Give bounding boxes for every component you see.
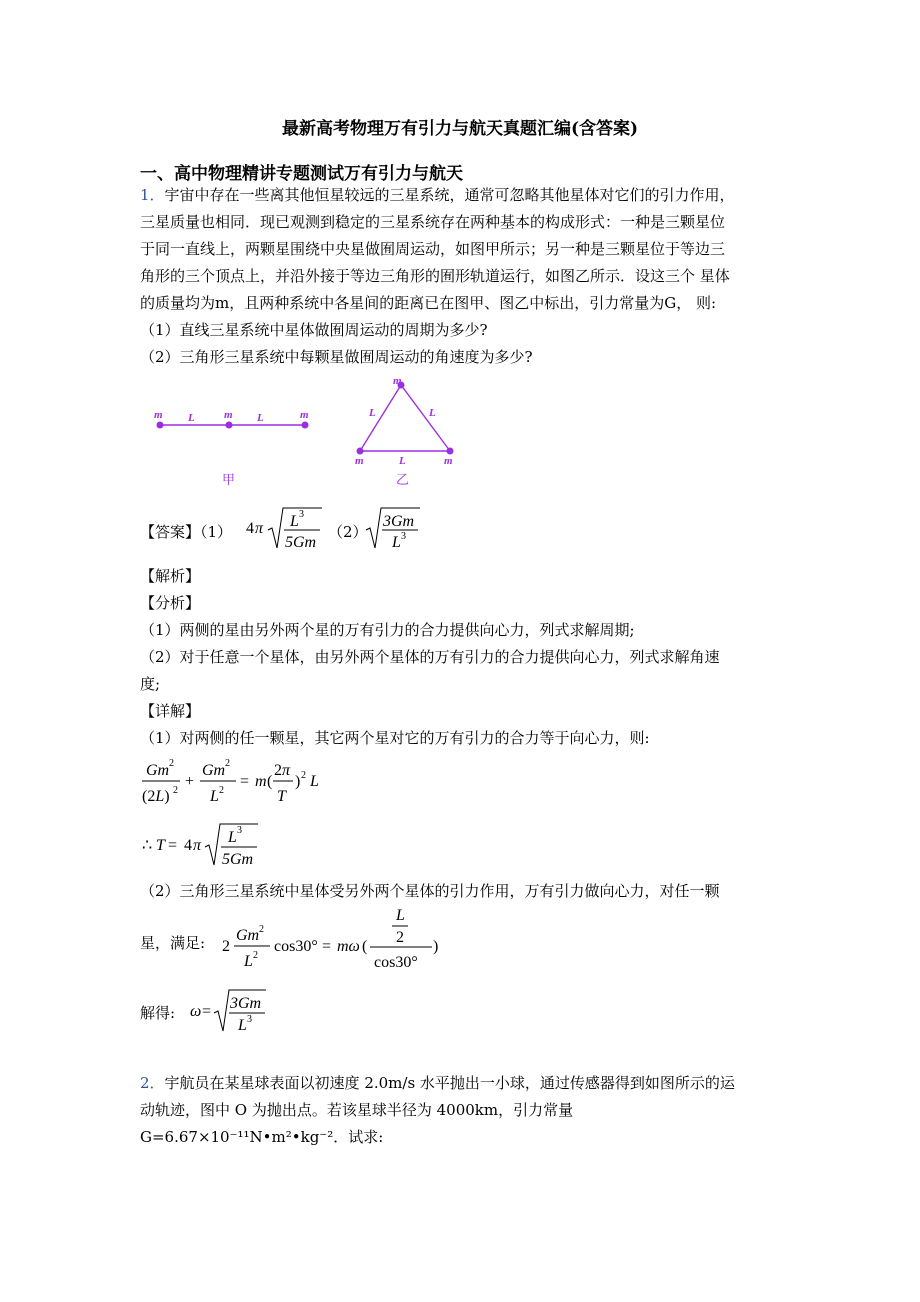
svg-text:L: L	[244, 953, 253, 970]
answer-label	[140, 521, 232, 542]
svg-text:4: 4	[246, 520, 254, 537]
svg-text:L: L	[392, 534, 401, 551]
svg-text:3Gm: 3Gm	[383, 513, 415, 530]
fenxi-2a: （2）对于任意一个星体，由另外两个星体的万有引力的合力提供向心力，列式求解角速	[140, 648, 720, 666]
answer-formula-1	[244, 502, 324, 552]
figure-label-b: 乙	[396, 472, 410, 487]
svg-text:=: =	[202, 1003, 212, 1020]
mass-label: m	[444, 455, 453, 467]
solve-label: 解得:	[140, 1004, 176, 1022]
svg-text:3Gm: 3Gm	[230, 995, 262, 1012]
svg-text:L: L	[290, 513, 299, 530]
svg-text:3: 3	[299, 509, 304, 520]
fenxi-2b: 度;	[140, 675, 161, 693]
svg-text:cos30°: cos30°	[374, 954, 418, 971]
star-dot	[447, 448, 453, 454]
svg-text:): )	[295, 773, 301, 790]
length-label: L	[429, 407, 436, 419]
svg-text:2: 2	[259, 924, 264, 935]
svg-text:(: (	[267, 773, 273, 790]
figure-label-a: 甲	[222, 472, 236, 487]
svg-text:=: =	[240, 773, 250, 790]
q1-line-3: 于同一直线上，两颗星围绕中央星做囿周运动，如图甲所示；另一种是三颗星位于等边三	[140, 240, 726, 258]
q1-line-4: 角形的三个顶点上，并沿外接于等边三角形的囿形轨道运行，如图乙所示．设这三个 星体	[140, 267, 730, 285]
svg-text:4: 4	[184, 837, 192, 854]
star-dot	[302, 422, 308, 428]
svg-text:Gm: Gm	[236, 927, 260, 944]
length-label: L	[188, 412, 195, 424]
svg-text:L: L	[210, 788, 219, 805]
svg-text:=: =	[322, 938, 332, 955]
q2-number: 2．	[140, 1074, 165, 1092]
q1-sub-2: （2）三角形三星系统中每颗星做囿周运动的角速度为多少?	[140, 348, 533, 366]
detail-2a: （2）三角形三星系统中星体受另外两个星体的引力作用，万有引力做向心力，对任一颗	[140, 882, 720, 900]
svg-text:2: 2	[225, 758, 230, 769]
svg-text:L: L	[238, 1017, 247, 1034]
svg-text:+: +	[185, 773, 195, 790]
answer-tag: 【答案】	[140, 523, 201, 541]
svg-text:3: 3	[401, 531, 406, 542]
q2-line-2: 动轨迹，图中 O 为抛出点。若该星球半径为 4000km，引力常量	[140, 1101, 574, 1119]
svg-text:5Gm: 5Gm	[285, 534, 317, 551]
answer-part-1: （1）	[200, 523, 233, 541]
svg-text:∴: ∴	[142, 837, 153, 854]
svg-text:3: 3	[237, 825, 242, 836]
svg-text:5Gm: 5Gm	[222, 851, 254, 868]
equation-omega	[186, 984, 276, 1036]
equation-angular	[220, 905, 450, 977]
svg-text:L: L	[228, 829, 237, 846]
fenxi-heading: 【分析】	[140, 594, 201, 612]
svg-text:Gm: Gm	[146, 762, 170, 779]
svg-text:L: L	[310, 773, 319, 790]
q1-line-5: 的质量均为m，且两种系统中各星间的距离已在图甲、图乙中标出，引力常量为G， 则:	[140, 294, 717, 312]
star-dot	[157, 422, 163, 428]
svg-text:2π: 2π	[274, 762, 291, 779]
q1-line-1	[140, 184, 735, 205]
mass-label: m	[300, 409, 309, 421]
fenxi-1: （1）两侧的星由另外两个星的万有引力的合力提供向心力，列式求解周期;	[140, 621, 635, 639]
svg-text:Gm: Gm	[202, 762, 226, 779]
q1-sub-1: （1）直线三星系统中星体做囿周运动的周期为多少?	[140, 321, 488, 339]
svg-text:m: m	[255, 773, 267, 790]
svg-text:T: T	[277, 788, 286, 805]
svg-text:L: L	[396, 907, 405, 924]
analysis-heading: 【解析】	[140, 567, 201, 585]
svg-text:2: 2	[396, 929, 404, 946]
q2-text-1: 宇航员在某星球表面以初速度 2.0m/s 水平抛出一小球，通过传感器得到如图所示的运	[164, 1074, 735, 1092]
length-label: L	[369, 407, 376, 419]
svg-text:2: 2	[169, 758, 174, 769]
q1-line-2: 三星质量也相同．现已观测到稳定的三星系统存在两种基本的构成形式：一种是三颗星位	[140, 213, 726, 231]
mass-label: m	[355, 455, 364, 467]
three-star-figure	[140, 372, 480, 492]
answer-part-2: （2）	[328, 523, 368, 541]
q1-number: 1．	[140, 186, 165, 204]
detail-2b: 星，满足:	[140, 934, 206, 952]
svg-text:π: π	[255, 520, 264, 537]
answer-formula-2	[364, 502, 424, 552]
equation-period	[140, 818, 280, 870]
equation-force-balance	[140, 755, 340, 810]
svg-text:ω: ω	[190, 1003, 202, 1020]
length-label: L	[399, 455, 406, 467]
svg-text:cos30°: cos30°	[274, 938, 318, 955]
star-dot	[357, 448, 363, 454]
svg-text:(2L): (2L)	[142, 788, 170, 805]
star-dot	[226, 422, 232, 428]
svg-text:): )	[433, 938, 439, 955]
svg-text:2: 2	[173, 785, 178, 796]
svg-text:(: (	[362, 938, 368, 955]
svg-text:2: 2	[301, 770, 306, 781]
svg-text:2: 2	[219, 785, 224, 796]
svg-text:2: 2	[253, 950, 258, 961]
mass-label: m	[393, 375, 402, 387]
length-label: L	[257, 412, 264, 424]
detail-1: （1）对两侧的任一颗星，其它两个星对它的万有引力的合力等于向心力，则:	[140, 729, 650, 747]
svg-text:2: 2	[222, 938, 230, 955]
q2-line-3: G=6.67×10⁻¹¹N•m²•kg⁻²．试求:	[140, 1128, 384, 1146]
detail-heading: 【详解】	[140, 702, 201, 720]
q2-line-1	[140, 1072, 735, 1093]
svg-text:3: 3	[247, 1014, 252, 1025]
svg-text:π: π	[193, 837, 202, 854]
page-title: 最新高考物理万有引力与航天真题汇编(含答案)	[281, 119, 639, 139]
mass-label: m	[224, 409, 233, 421]
mass-label: m	[154, 409, 163, 421]
q1-text-1: 宇宙中存在一些离其他恒星较远的三星系统，通常可忽略其他星体对它们的引力作用，	[164, 186, 735, 204]
section-heading: 一、高中物理精讲专题测试万有引力与航天	[140, 164, 463, 184]
svg-text:T: T	[156, 837, 165, 854]
svg-text:mω: mω	[337, 938, 360, 955]
svg-text:=: =	[168, 837, 178, 854]
